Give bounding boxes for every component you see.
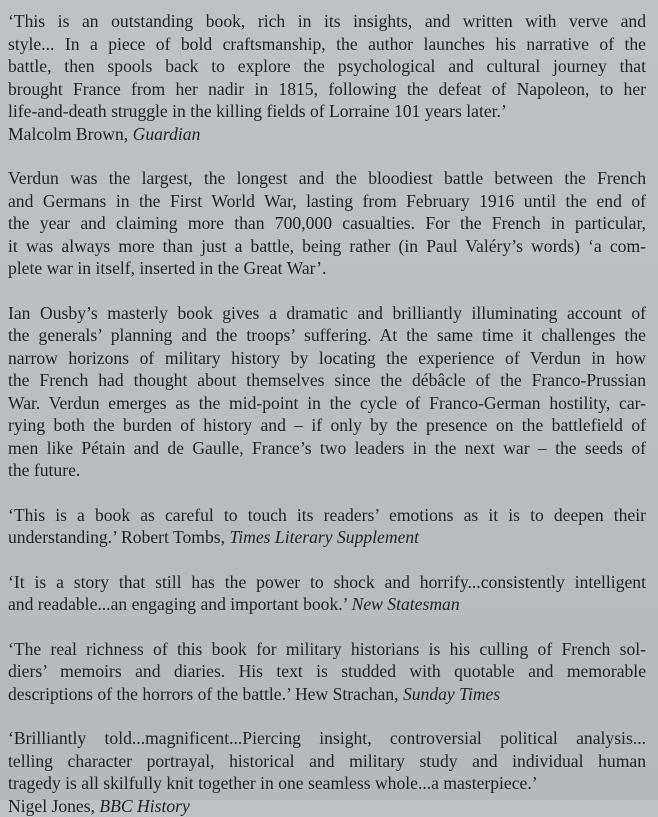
text-line: life-and-death struggle in the killing fields of Lorraine 101 years later.’ bbox=[8, 100, 646, 123]
text-line: diers’ memoirs and diaries. His text is studded with quotable and memorable bbox=[8, 660, 646, 683]
text-line: plete war in itself, inserted in the Great War’. bbox=[8, 257, 646, 280]
description-paragraph bbox=[8, 302, 646, 482]
text-line: Ian Ousby’s masterly book gives a dramatic and brilliantly illuminating account of bbox=[8, 302, 646, 325]
description-paragraph bbox=[8, 167, 646, 280]
text-line: ‘The real richness of this book for military historians is his culling of French sol- bbox=[8, 638, 646, 661]
text-line: ‘Brilliantly told...magnificent...Piercing insight, controversial political analysis... bbox=[8, 727, 646, 750]
attribution-source: BBC History bbox=[99, 796, 189, 816]
text-line: brought France from her nadir in 1815, following the defeat of Napoleon, to her bbox=[8, 78, 646, 101]
attribution-source: New Statesman bbox=[352, 594, 460, 614]
text-line: it was always more than just a battle, being rather (in Paul Valéry’s words) ‘a com- bbox=[8, 235, 646, 258]
attribution-source: Guardian bbox=[133, 124, 201, 144]
attribution-name: Nigel Jones, bbox=[8, 796, 95, 816]
text-line: the generals’ planning and the troops’ suffering. At the same time it challenges the bbox=[8, 324, 646, 347]
text-line: the year and claiming more than 700,000 casualties. For the French in particular, bbox=[8, 212, 646, 235]
text-line: men like Pétain and de Gaulle, France’s two leaders in the next war – the seeds of bbox=[8, 437, 646, 460]
text-line: the future. bbox=[8, 459, 646, 482]
review-quote-sunday-times bbox=[8, 638, 646, 706]
attribution bbox=[8, 795, 646, 817]
attribution bbox=[8, 123, 646, 146]
text-line: rying both the burden of history and – if only by the presence on the battlefield of bbox=[8, 414, 646, 437]
text-line: style... In a piece of bold craftsmanship, the author launches his narrative of the bbox=[8, 33, 646, 56]
attribution-text: descriptions of the horrors of the battle.’ Hew Strachan, bbox=[8, 684, 399, 704]
attribution-source: Times Literary Supplement bbox=[229, 527, 419, 547]
text-line: telling character portrayal, historical and military study and individual human bbox=[8, 750, 646, 773]
attribution-name: Malcolm Brown, bbox=[8, 124, 128, 144]
text-line: narrow horizons of military history by locating the experience of Verdun in how bbox=[8, 347, 646, 370]
attribution-text: understanding.’ Robert Tombs, bbox=[8, 527, 225, 547]
text-line bbox=[8, 593, 646, 616]
text-line: ‘It is a story that still has the power to shock and horrify...consistently intelligent bbox=[8, 571, 646, 594]
text-line: ‘This is an outstanding book, rich in its insights, and written with verve and bbox=[8, 10, 646, 33]
text-line: War. Verdun emerges as the mid-point in the cycle of Franco-German hostility, car- bbox=[8, 392, 646, 415]
text-line: Verdun was the largest, the longest and the bloodiest battle between the French bbox=[8, 167, 646, 190]
text-line bbox=[8, 526, 646, 549]
text-line: battle, then spools back to explore the psychological and cultural journey that bbox=[8, 55, 646, 78]
text-line bbox=[8, 683, 646, 706]
text-line: tragedy is all skilfully knit together in one seamless whole...a masterpiece.’ bbox=[8, 772, 646, 795]
review-quote-new-statesman bbox=[8, 571, 646, 616]
attribution-source: Sunday Times bbox=[403, 684, 500, 704]
review-quote-guardian bbox=[8, 10, 646, 145]
review-quote-tls bbox=[8, 504, 646, 549]
text-line: the French had thought about themselves since the débâcle of the Franco-Prussian bbox=[8, 369, 646, 392]
review-quote-bbc-history bbox=[8, 727, 646, 817]
attribution-text: and readable...an engaging and important book.’ bbox=[8, 594, 347, 614]
text-line: and Germans in the First World War, lasting from February 1916 until the end of bbox=[8, 190, 646, 213]
text-line: ‘This is a book as careful to touch its readers’ emotions as it is to deepen their bbox=[8, 504, 646, 527]
